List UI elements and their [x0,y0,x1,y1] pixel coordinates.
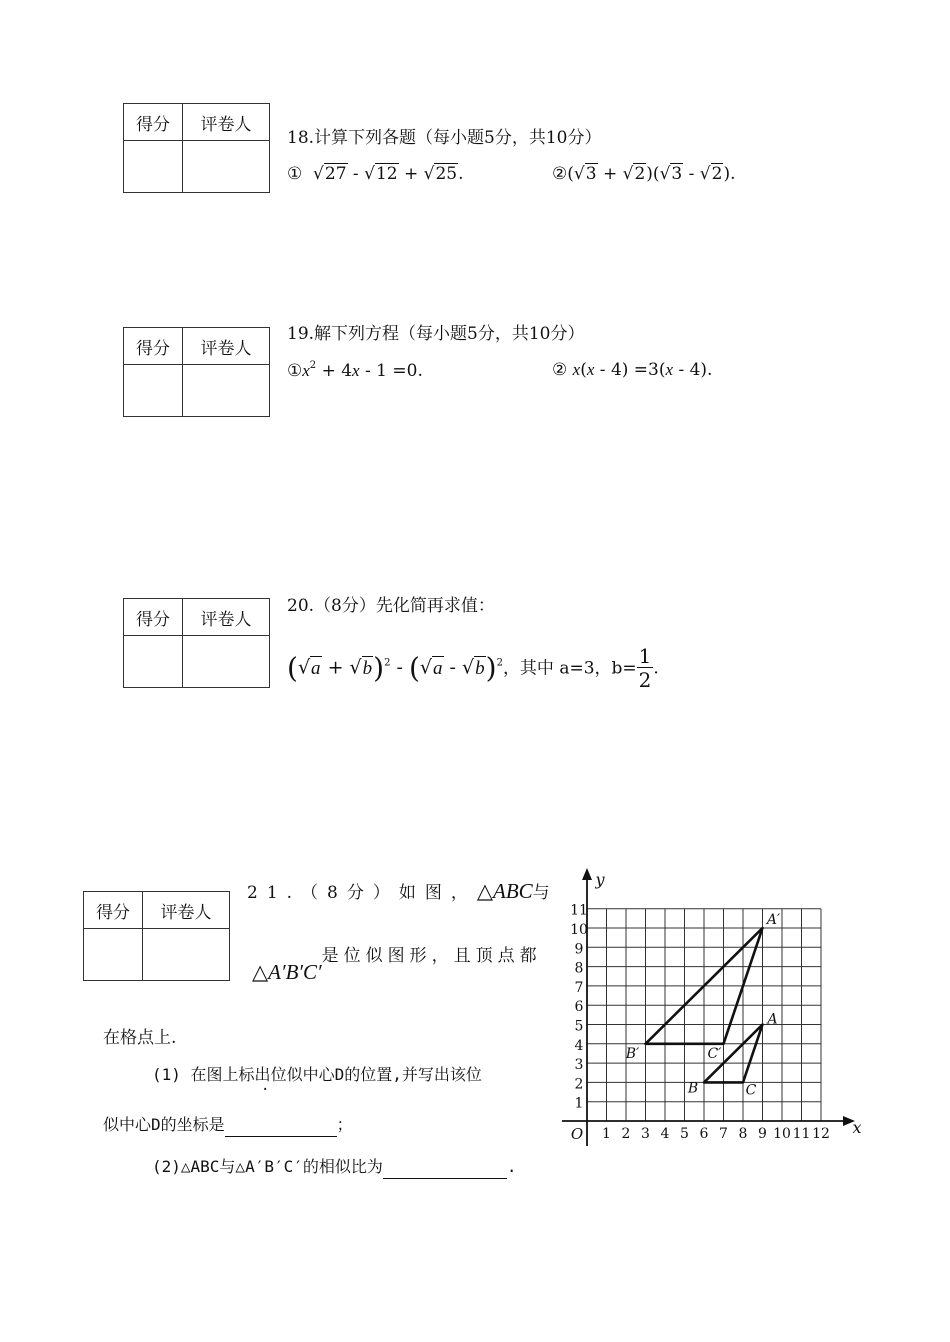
y-tick-label: 3 [574,1057,584,1074]
q18-part2: ②(√3 + √2)(√3 - √2). [552,164,736,184]
score-header: 得分 [124,328,183,365]
y-tick-label: 2 [574,1076,584,1093]
x-tick-label: 1 [602,1126,611,1142]
x-tick-label: 12 [812,1126,830,1142]
y-tick-label: 9 [574,941,584,958]
y-tick-label: 8 [574,960,584,977]
x-tick-label: 8 [738,1126,748,1142]
y-tick-label: 1 [574,1095,584,1112]
q21-sub1: (1) 在图上标出位似中心D的位置,并写出该位 [152,1065,482,1084]
q18-part1: ① √27 - √12 + √25. [287,164,464,184]
y-tick-label: 5 [574,1018,584,1035]
origin-label: O [570,1125,584,1143]
score-header: 得分 [124,599,183,636]
score-table-q19 [123,327,270,417]
grader-header: 评卷人 [183,599,270,636]
x-tick-label: 11 [792,1126,811,1142]
x-tick-label: 7 [719,1126,728,1142]
q19-title: 19.解下列方程（每小题5分，共10分） [287,324,585,344]
x-tick-label: 4 [660,1126,670,1142]
score-table-q18 [123,103,270,193]
q21-head: 21.（8分）如图，△ABC与 [247,879,559,903]
x-tick-label: 5 [680,1126,689,1142]
x-tick-label: 3 [641,1126,650,1142]
q21-sub2: (2)△ABC与△A′B′C′的相似比为 . [152,1154,517,1179]
x-tick-label: 2 [621,1126,631,1142]
grader-cell[interactable] [183,365,270,417]
score-cell[interactable] [124,365,183,417]
vertex-label-A′: A′ [766,912,781,928]
vertex-label-B: B [687,1080,699,1097]
score-cell[interactable] [124,636,183,688]
y-axis-label: y [595,870,605,889]
score-table-q21 [83,891,230,981]
q20-title: 20.（8分）先化简再求值： [287,596,495,616]
y-tick-label: 11 [570,902,588,919]
x-tick-label: 10 [773,1126,791,1142]
vertex-label-C′: C′ [707,1045,722,1062]
y-tick-label: 6 [574,999,584,1016]
grader-cell[interactable] [143,929,230,981]
score-header: 得分 [124,104,183,141]
score-cell[interactable] [84,929,143,981]
q20-expression: $(√a + √b)^2 - (√a - √b)^2$，其中 a=3，b= $\frac{1}{2}$ . [287,644,659,692]
coordinate-grid-chart [560,868,870,1148]
x-tick-label: 9 [758,1126,767,1142]
q19-part1: $①x^2 + 4x - 1 =0$. [287,360,423,381]
x-axis-label: x [852,1118,862,1137]
answer-blank-center[interactable] [225,1117,337,1137]
answer-blank-ratio[interactable] [383,1159,507,1179]
y-tick-label: 10 [570,922,588,938]
grader-cell[interactable] [183,636,270,688]
y-tick-label: 7 [574,979,584,996]
y-axis-arrow [582,868,592,880]
q18-title: 18.计算下列各题（每小题5分，共10分） [287,128,602,148]
q21-sub1-line2: 似中心D的坐标是 ； [103,1112,353,1137]
x-tick-label: 6 [699,1126,709,1142]
q21-line3: 在格点上. [103,1028,177,1048]
grader-cell[interactable] [183,141,270,193]
grader-header: 评卷人 [183,328,270,365]
score-header: 得分 [84,892,143,929]
fraction-one-half: $\frac{1}{2}$ [638,644,652,692]
score-table-q20 [123,598,270,688]
grader-header: 评卷人 [183,104,270,141]
vertex-label-A: A [767,1011,778,1028]
score-cell[interactable] [124,141,183,193]
grader-header: 评卷人 [143,892,230,929]
y-tick-label: 4 [574,1037,584,1054]
vertex-label-B′: B′ [625,1045,640,1062]
q19-part2: ② x(x - 4) =3(x - 4). [552,360,713,380]
q21-line2: △A′B′C′是位似图形，且顶点都 [252,946,542,984]
vertex-label-C: C [745,1082,757,1099]
